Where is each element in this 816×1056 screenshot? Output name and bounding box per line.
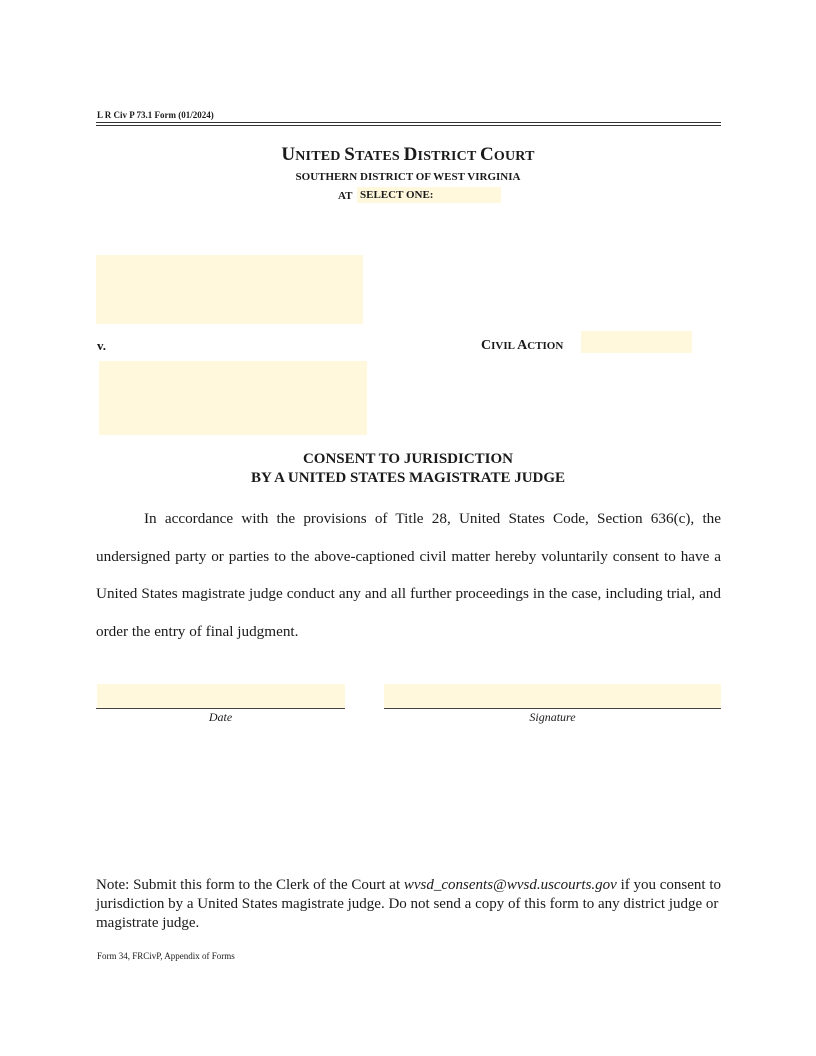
clerk-email-link[interactable]: wvsd_consents@wvsd.uscourts.gov (403, 877, 617, 893)
court-title-part: D (403, 144, 418, 165)
civil-action-number-field[interactable] (581, 331, 692, 353)
note-prefix: Note: Submit this form to the Clerk of the Court at (96, 877, 404, 893)
date-underline (96, 708, 345, 709)
versus-label: v. (97, 338, 107, 353)
defendant-field[interactable] (99, 361, 367, 435)
note-suffix: if you consent to jurisdiction by a United States magistrate judge. Do not send a copy of this form to any district judge or magistrate judge. (96, 877, 721, 931)
signature-underline (384, 708, 721, 709)
submission-note (96, 876, 721, 933)
header-rule-thick (96, 122, 721, 123)
consent-paragraph (96, 500, 721, 650)
signature-field[interactable] (384, 684, 721, 708)
civil-action-part: CTION (527, 340, 564, 352)
header-rule-thin (96, 125, 721, 126)
footer-reference: Form 34, FRCivP, Appendix of Forms (97, 951, 235, 961)
court-title-part: NITED (295, 149, 345, 164)
court-title-part: OURT (493, 149, 535, 164)
date-field[interactable] (97, 684, 345, 708)
court-title-part: TATES (355, 149, 404, 164)
civil-action-label (481, 338, 563, 354)
district-name: SOUTHERN DISTRICT OF WEST VIRGINIA (295, 171, 521, 183)
civil-action-part: C (481, 338, 492, 353)
court-title-part: ISTRICT (417, 149, 480, 164)
date-label: Date (208, 710, 233, 724)
civil-action-part: A (517, 338, 528, 353)
civil-action-part: IVIL (491, 340, 518, 352)
form-id: L R Civ P 73.1 Form (01/2024) (97, 110, 214, 120)
document-title-line2: BY A UNITED STATES MAGISTRATE JUDGE (250, 470, 566, 486)
court-title-part: S (344, 144, 356, 165)
signature-label: Signature (529, 710, 576, 724)
court-title-part: U (281, 144, 296, 165)
location-select[interactable]: SELECT ONE: (357, 187, 501, 203)
court-title (0, 144, 816, 166)
court-title-part: C (479, 144, 494, 165)
consent-text: In accordance with the provisions of Title 28, United States Code, Section 636(c), the undersigned party or parties to the above-captioned civil matter hereby voluntarily consent to have a United States magistrate judge conduct any and all further proceedings in the case, including trial, and order the entry of final judgment. (96, 510, 721, 640)
at-label: AT (338, 190, 353, 202)
plaintiff-field[interactable] (96, 255, 363, 324)
document-title-line1: CONSENT TO JURISDICTION (302, 451, 514, 467)
